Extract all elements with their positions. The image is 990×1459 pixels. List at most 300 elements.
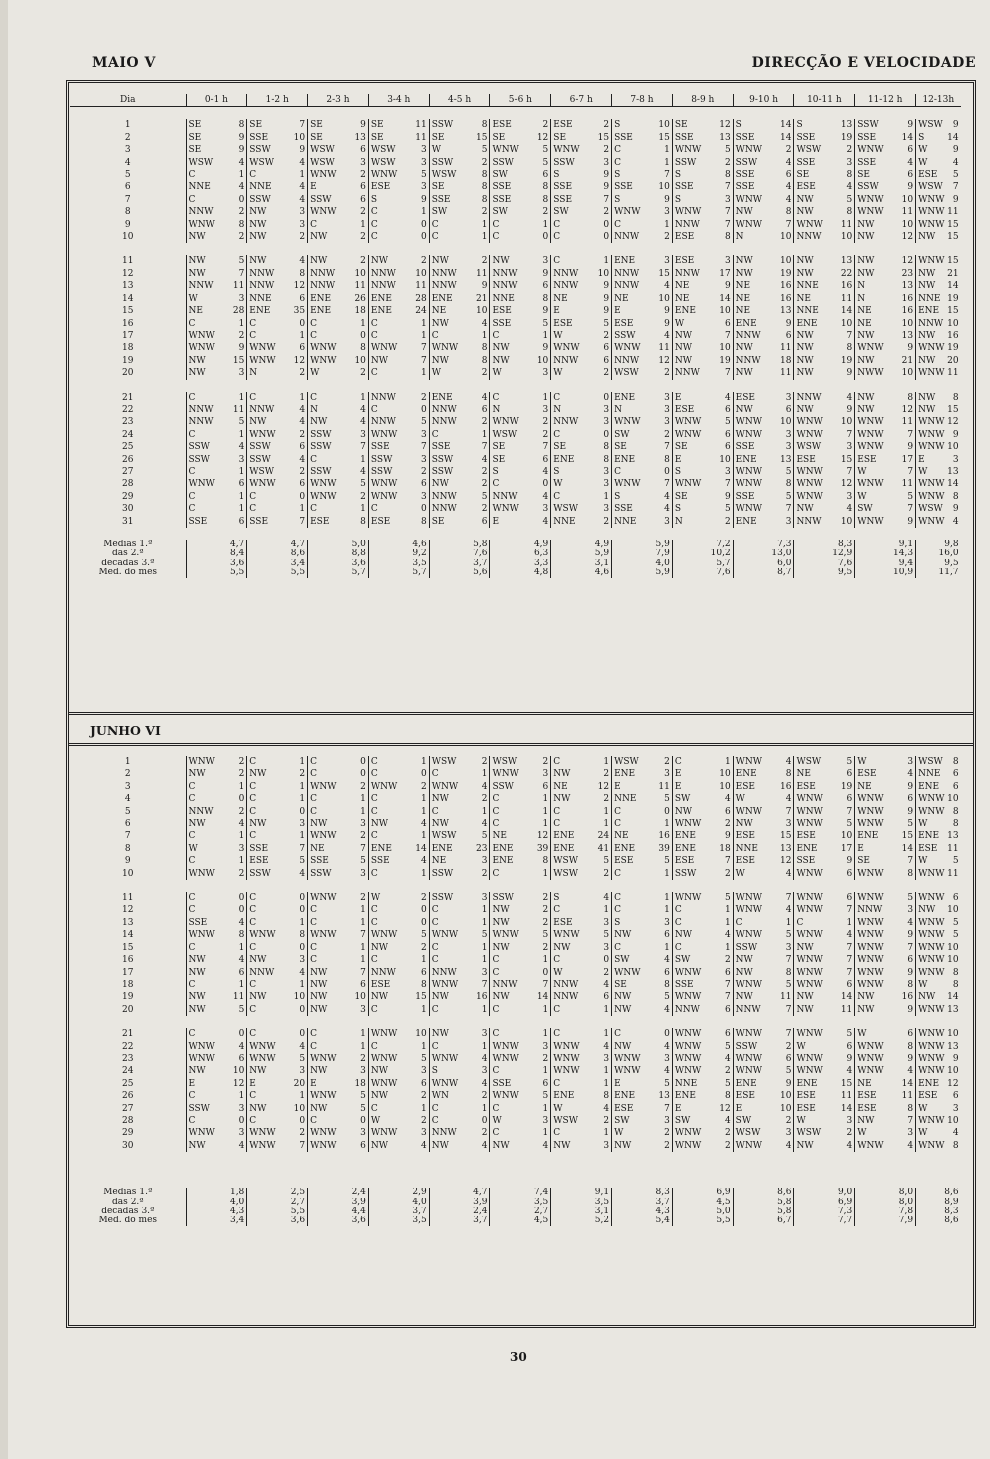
wind-direction: NNW — [249, 404, 275, 415]
wind-direction: WSW — [553, 856, 578, 867]
wind-cell — [247, 855, 308, 867]
wind-cell — [186, 954, 247, 966]
wind-cell — [855, 454, 916, 466]
wind-speed: 16 — [901, 306, 914, 317]
wind-speed: 28 — [415, 293, 427, 304]
wind-cell — [612, 206, 673, 218]
wind-speed: 1 — [603, 1004, 610, 1015]
wind-cell — [186, 1041, 247, 1053]
wind-direction: C — [249, 942, 257, 953]
wind-direction: C — [553, 219, 561, 230]
wind-cell — [794, 768, 855, 780]
wind-direction: NW — [857, 355, 875, 366]
wind-direction: ESE — [370, 979, 391, 990]
wind-direction: ESE — [370, 516, 391, 527]
wind-cell — [551, 416, 612, 428]
wind-cell — [247, 1140, 308, 1152]
wind-speed: 5 — [481, 145, 488, 156]
wind-direction: NE — [857, 318, 872, 329]
wind-direction: NE — [674, 281, 690, 292]
mean-value: 3,4 — [186, 1216, 247, 1225]
wind-speed: 7 — [846, 806, 853, 817]
wind-direction: ESE — [918, 843, 938, 854]
wind-direction: SSW — [310, 442, 332, 453]
wind-speed: 9 — [724, 831, 731, 842]
wind-speed: 16 — [901, 293, 914, 304]
wind-cell — [733, 478, 794, 490]
means-row — [70, 549, 961, 558]
wind-cell — [429, 1078, 490, 1090]
wind-direction: C — [188, 831, 196, 842]
wind-cell — [794, 1103, 855, 1115]
wind-cell — [429, 355, 490, 367]
wind-speed: 5 — [542, 1091, 549, 1102]
wind-speed: 5 — [420, 417, 427, 428]
wind-direction: WNW — [918, 1066, 945, 1077]
mean-value: 8,9 — [916, 1198, 961, 1207]
day-number: 25 — [122, 1078, 134, 1089]
wind-direction: C — [553, 905, 561, 916]
wind-speed: 8 — [907, 1103, 914, 1114]
wind-direction: C — [310, 1115, 317, 1126]
wind-direction: E — [674, 454, 682, 465]
wind-speed: 7 — [481, 442, 488, 453]
wind-direction: S — [553, 170, 560, 181]
wind-direction: NE — [431, 856, 447, 867]
wind-direction: NNW — [370, 392, 396, 403]
table-row — [70, 1127, 961, 1139]
day-number: 27 — [122, 466, 134, 477]
wind-direction: C — [370, 917, 378, 928]
mean-value: 9,1 — [551, 1188, 612, 1197]
wind-speed: 4 — [952, 157, 959, 168]
wind-speed: 8 — [952, 819, 959, 830]
wind-cell — [368, 904, 429, 916]
wind-cell — [733, 404, 794, 416]
wind-direction: W — [370, 1115, 381, 1126]
wind-speed: 2 — [420, 893, 427, 904]
wind-cell — [733, 991, 794, 1003]
day-number: 13 — [122, 917, 134, 928]
wind-speed: 2 — [603, 120, 610, 131]
wind-cell — [490, 132, 551, 144]
wind-cell — [733, 169, 794, 181]
wind-cell — [733, 1140, 794, 1152]
wind-cell — [855, 206, 916, 218]
wind-cell — [368, 1090, 429, 1102]
day-number: 25 — [122, 442, 134, 453]
wind-speed: 8 — [907, 392, 914, 403]
wind-speed: 1 — [481, 955, 488, 966]
wind-direction: C — [370, 232, 378, 243]
day-number: 14 — [122, 930, 134, 941]
wind-speed: 3 — [846, 491, 853, 502]
wind-direction: WNW — [857, 819, 884, 830]
wind-direction: S — [796, 120, 803, 131]
wind-cell — [733, 868, 794, 880]
wind-speed: 4 — [481, 318, 488, 329]
wind-direction: C — [370, 368, 378, 379]
wind-cell — [612, 429, 673, 441]
day-number: 10 — [122, 232, 134, 243]
wind-direction: NW — [857, 1004, 875, 1015]
wind-speed: 1 — [542, 868, 549, 879]
wind-cell — [794, 1078, 855, 1090]
wind-direction: WNW — [553, 343, 580, 354]
wind-direction: WNW — [918, 893, 945, 904]
wind-cell — [551, 157, 612, 169]
mean-value: 5,8 — [733, 1207, 794, 1216]
wind-speed: 12 — [719, 1103, 731, 1114]
wind-speed: 2 — [238, 769, 245, 780]
wind-direction: WNW — [674, 417, 702, 428]
mean-value: 7,7 — [794, 1216, 855, 1225]
wind-direction: NW — [735, 343, 753, 354]
wind-speed: 1 — [603, 1078, 610, 1089]
day-number: 12 — [122, 905, 134, 916]
wind-direction: NW — [188, 355, 206, 366]
wind-direction: SSE — [674, 182, 694, 193]
wind-direction: W — [918, 856, 928, 867]
wind-cell — [308, 268, 369, 280]
wind-direction: NNW — [735, 355, 761, 366]
wind-cell — [551, 1065, 612, 1077]
wind-cell — [916, 206, 961, 218]
wind-direction: NNW — [735, 1004, 761, 1015]
wind-cell — [612, 991, 673, 1003]
wind-direction: NE — [614, 293, 629, 304]
wind-cell — [551, 1115, 612, 1127]
wind-direction: SE — [370, 120, 384, 131]
wind-speed: 2 — [481, 757, 488, 767]
wind-direction: SSE — [370, 856, 390, 867]
wind-speed: 0 — [238, 893, 245, 904]
wind-speed: 6 — [664, 930, 670, 941]
wind-speed: 7 — [846, 466, 853, 477]
wind-direction: S — [370, 194, 378, 205]
wind-cell — [186, 280, 247, 292]
wind-cell — [490, 929, 551, 941]
wind-direction: WNW — [796, 979, 823, 990]
wind-speed: 11 — [415, 132, 427, 143]
wind-direction: NNW — [188, 806, 214, 817]
wind-direction: NNW — [614, 232, 640, 243]
wind-speed: 2 — [481, 207, 488, 218]
wind-direction: NNW — [431, 404, 457, 415]
wind-cell — [429, 293, 490, 305]
wind-direction: ESE — [674, 256, 695, 267]
wind-speed: 2 — [603, 769, 610, 780]
wind-direction: C — [188, 429, 196, 440]
mean-value: 3,9 — [308, 1198, 369, 1207]
wind-speed: 1 — [420, 955, 427, 966]
wind-speed: 4 — [664, 1041, 670, 1052]
wind-cell — [916, 868, 961, 880]
wind-direction: NW — [492, 917, 510, 928]
wind-direction: WSW — [249, 466, 274, 477]
wind-speed: 7 — [420, 355, 427, 366]
wind-direction: SSW — [492, 781, 514, 792]
wind-speed: 2 — [481, 1091, 488, 1102]
wind-cell — [733, 1078, 794, 1090]
table-row — [70, 342, 961, 354]
wind-cell — [490, 206, 551, 218]
wind-speed: 3 — [238, 1128, 245, 1139]
wind-cell — [916, 478, 961, 490]
wind-direction: N — [735, 232, 744, 243]
wind-speed: 1 — [724, 905, 731, 916]
wind-speed: 41 — [597, 843, 610, 854]
wind-speed: 1 — [238, 466, 245, 477]
wind-direction: SE — [370, 132, 384, 143]
wind-cell — [916, 781, 961, 793]
wind-cell — [551, 967, 612, 979]
wind-cell — [490, 280, 551, 292]
wind-cell — [855, 1127, 916, 1139]
mean-value: 6,9 — [794, 1198, 855, 1207]
wind-speed: 2 — [664, 757, 670, 767]
wind-cell — [855, 979, 916, 991]
wind-speed: 4 — [846, 1140, 853, 1151]
wind-cell — [490, 441, 551, 453]
wind-direction: WSW — [796, 145, 822, 156]
wind-direction: C — [188, 893, 196, 904]
wind-direction: W — [614, 1128, 624, 1139]
wind-speed: 7 — [785, 1029, 792, 1040]
wind-speed: 2 — [420, 256, 427, 267]
wind-speed: 1 — [420, 1004, 427, 1015]
wind-speed: 2 — [724, 868, 731, 879]
wind-speed: 5 — [299, 1053, 306, 1064]
wind-cell — [247, 367, 308, 379]
wind-speed: 7 — [785, 219, 792, 230]
wind-direction: C — [431, 219, 439, 230]
wind-direction: SE — [674, 491, 688, 502]
wind-speed: 2 — [603, 330, 610, 341]
decade-mark: 3.ª — [141, 1207, 155, 1216]
wind-direction: WNW — [918, 368, 945, 379]
wind-cell — [916, 416, 961, 428]
wind-direction: C — [310, 806, 317, 817]
wind-speed: 1 — [420, 806, 427, 817]
wind-speed: 5 — [664, 1078, 670, 1089]
wind-speed: 0 — [360, 330, 366, 341]
wind-direction: WNW — [735, 145, 763, 156]
wind-speed: 20 — [293, 1078, 306, 1089]
wind-cell — [612, 1127, 673, 1139]
wind-direction: WNW — [310, 1091, 337, 1102]
wind-speed: 6 — [724, 1004, 731, 1015]
wind-cell — [490, 991, 551, 1003]
wind-cell — [308, 1028, 369, 1040]
wind-speed: 8 — [238, 120, 245, 131]
wind-direction: N — [857, 281, 866, 292]
wind-cell — [551, 1140, 612, 1152]
wind-cell — [308, 454, 369, 466]
wind-cell — [855, 954, 916, 966]
wind-speed: 10 — [354, 355, 366, 366]
wind-cell — [855, 818, 916, 830]
wind-speed: 3 — [542, 368, 549, 379]
wind-direction: NNW — [553, 355, 579, 366]
wind-direction: WNW — [249, 429, 276, 440]
day-number: 6 — [124, 182, 131, 193]
wind-direction: NW — [370, 819, 389, 830]
wind-cell — [186, 404, 247, 416]
wind-speed: 14 — [947, 132, 959, 143]
wind-speed: 7 — [664, 170, 670, 181]
wind-direction: WNW — [310, 930, 337, 941]
wind-cell — [429, 144, 490, 156]
wind-direction: WSW — [431, 170, 457, 181]
wind-speed: 8 — [952, 806, 959, 817]
wind-speed: 5 — [664, 794, 670, 805]
wind-cell — [247, 818, 308, 830]
wind-speed: 10 — [293, 992, 306, 1003]
wind-cell — [308, 255, 369, 267]
wind-speed: 3 — [299, 1066, 306, 1077]
wind-speed: 4 — [481, 392, 488, 403]
wind-direction: WNW — [735, 504, 763, 515]
day-number: 11 — [122, 893, 134, 904]
wind-cell — [916, 305, 961, 317]
wind-speed: 5 — [299, 856, 306, 867]
wind-direction: NW — [310, 1004, 328, 1015]
wind-speed: 3 — [603, 417, 610, 428]
wind-cell — [794, 355, 855, 367]
wind-cell — [916, 830, 961, 842]
wind-speed: 14 — [840, 1103, 853, 1114]
wind-cell — [247, 429, 308, 441]
wind-cell — [855, 917, 916, 929]
wind-direction: ENE — [735, 454, 757, 465]
wind-speed: 39 — [536, 843, 549, 854]
wind-direction: C — [370, 504, 378, 515]
wind-speed: 8 — [481, 182, 488, 193]
wind-speed: 2 — [481, 256, 488, 267]
wind-cell — [672, 305, 733, 317]
table-row — [70, 293, 961, 305]
wind-direction: SSW — [310, 194, 332, 205]
wind-speed: 6 — [724, 404, 731, 415]
wind-cell — [733, 1103, 794, 1115]
wind-speed: 6 — [846, 893, 853, 904]
wind-speed: 7 — [907, 466, 914, 477]
wind-speed: 2 — [299, 429, 306, 440]
wind-direction: NNW — [249, 281, 275, 292]
wind-cell — [916, 367, 961, 379]
wind-direction: SSW — [614, 330, 636, 341]
wind-speed: 1 — [238, 942, 245, 953]
wind-speed: 7 — [664, 1103, 670, 1114]
wind-direction: NW — [735, 268, 753, 279]
wind-speed: 2 — [360, 781, 366, 792]
wind-cell — [916, 1090, 961, 1102]
wind-cell — [612, 441, 673, 453]
wind-cell — [916, 516, 961, 528]
wind-cell — [672, 367, 733, 379]
wind-speed: 2 — [481, 1128, 488, 1139]
wind-direction: C — [492, 1128, 500, 1139]
wind-direction: ENE — [492, 856, 514, 867]
wind-cell — [733, 157, 794, 169]
wind-speed: 5 — [724, 1041, 731, 1052]
wind-cell — [368, 169, 429, 181]
wind-speed: 6 — [299, 442, 306, 453]
wind-speed: 4 — [299, 454, 306, 465]
wind-direction: ENE — [553, 831, 575, 842]
wind-cell — [855, 169, 916, 181]
table-row — [70, 454, 961, 466]
wind-speed: 12 — [232, 1078, 245, 1089]
mean-value: 4,0 — [612, 559, 673, 568]
wind-cell — [490, 843, 551, 855]
wind-cell — [794, 1028, 855, 1040]
wind-speed: 10 — [658, 182, 670, 193]
wind-speed: 3 — [603, 1053, 610, 1064]
hour-column-header: 9-10 h — [733, 94, 794, 107]
day-number: 28 — [122, 1115, 134, 1126]
wind-direction: NW — [370, 942, 389, 953]
header-right-title: DIRECÇÃO E VELOCIDADE — [751, 55, 976, 71]
wind-speed: 0 — [299, 1029, 306, 1040]
mean-value: 2,7 — [247, 1198, 308, 1207]
wind-speed: 8 — [724, 170, 731, 181]
wind-cell — [429, 503, 490, 515]
wind-speed: 6 — [299, 479, 306, 490]
wind-speed: 5 — [603, 856, 610, 867]
wind-speed: 3 — [542, 1115, 549, 1126]
wind-cell — [916, 119, 961, 131]
wind-cell — [733, 818, 794, 830]
wind-cell — [855, 367, 916, 379]
mean-value: 3,7 — [368, 1207, 429, 1216]
day-number: 8 — [124, 207, 131, 218]
wind-direction: NNW — [674, 219, 700, 230]
wind-speed: 19 — [719, 355, 731, 366]
wind-cell — [368, 181, 429, 193]
wind-direction: NW — [431, 992, 449, 1003]
wind-speed: 6 — [360, 145, 366, 156]
wind-direction: C — [249, 318, 257, 329]
wind-speed: 15 — [840, 454, 853, 465]
wind-cell — [672, 806, 733, 818]
wind-speed: 4 — [603, 1103, 610, 1114]
wind-speed: 6 — [952, 893, 959, 904]
wind-direction: NW — [431, 479, 449, 490]
wind-speed: 1 — [299, 1091, 306, 1102]
wind-speed: 4 — [785, 868, 792, 879]
wind-speed: 10 — [947, 1066, 959, 1077]
wind-cell — [916, 991, 961, 1003]
wind-cell — [733, 132, 794, 144]
wind-speed: 10 — [719, 769, 731, 780]
wind-speed: 9 — [907, 806, 914, 817]
wind-speed: 11 — [840, 293, 853, 304]
wind-speed: 4 — [785, 1140, 792, 1151]
means-label-text: das — [111, 1197, 128, 1207]
wind-direction: WNW — [918, 194, 945, 205]
wind-speed: 2 — [481, 794, 488, 805]
wind-speed: 1 — [481, 806, 488, 817]
wind-direction: WNW — [310, 831, 337, 842]
wind-speed: 8 — [360, 343, 366, 354]
wind-direction: SSE — [553, 194, 573, 205]
table-row — [70, 967, 961, 979]
wind-cell — [916, 818, 961, 830]
wind-speed: 4 — [238, 442, 245, 453]
wind-direction: NW — [918, 232, 936, 243]
